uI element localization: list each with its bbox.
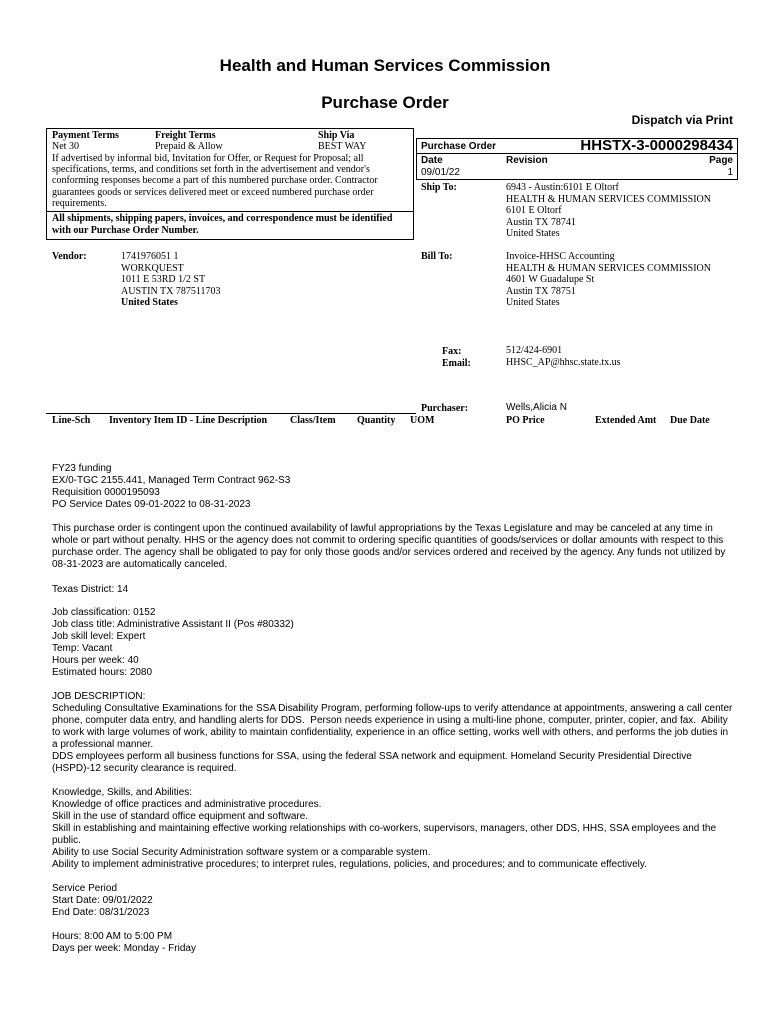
date-value: 09/01/22 (421, 167, 460, 178)
bill-to-address (506, 251, 711, 309)
bill-to-line: 4601 W Guadalupe St (506, 274, 595, 285)
col-extended-amt: Extended Amt (595, 415, 657, 426)
vendor-label: Vendor: (52, 251, 87, 262)
dispatch-method: Dispatch via Print (631, 113, 733, 127)
terms-notice: If advertised by informal bid, Invitation for Offer, or Request for Proposal; all specifications, terms, and conditions set forth in the advertisement and vendor's conforming responses become a part of this numbered purchase order. Contractor guarantees goods or services delivered meet or exceed numbered purchase order requirements. (52, 153, 378, 209)
bill-to-line: Invoice-HHSC Accounting (506, 251, 615, 262)
vendor-line: United States (121, 297, 178, 308)
po-label: Purchase Order (421, 141, 497, 152)
ship-to-label: Ship To: (421, 182, 457, 193)
job-info: Job classification: 0152 Job class title: Administrative Assistant II (Pos #80332) Job skill level: Expert Temp: Vacant Hours per week: 40 Estimated hours: 2080 (52, 607, 294, 678)
document-title: Purchase Order (321, 93, 449, 112)
bill-to-line: Austin TX 78751 (506, 285, 576, 297)
column-header-rule (46, 413, 416, 414)
knowledge-skills: Knowledge, Skills, and Abilities: Knowledge of office practices and administrative procedures. Skill in the use of standard office equipment and software. Skill in establishing and maintaining effective working relationships with co-workers, supervisors, managers, other DDS, HHS, SSA employees and the public. Ability to use Social Security Administration software system or a comparable system. Ability to implement administrative procedures; to interpret rules, regulations, policies, and procedures; and to communicate effectively. (52, 787, 717, 870)
po-number: HHSTX-3-0000298434 (580, 137, 733, 154)
ship-via-label: Ship Via (318, 130, 355, 141)
org-title: Health and Human Services Commission (219, 56, 551, 75)
email-label: Email: (442, 358, 471, 369)
ship-to-line: Austin TX 78741 (506, 216, 576, 228)
ship-to-line: HEALTH & HUMAN SERVICES COMMISSION (506, 193, 711, 205)
ship-via-value: BEST WAY (318, 141, 367, 152)
texas-district: Texas District: 14 (52, 584, 129, 595)
revision-label: Revision (506, 155, 548, 166)
ship-to-line: 6943 - Austin:6101 E Oltorf (506, 182, 619, 193)
col-quantity: Quantity (357, 415, 396, 426)
job-description: JOB DESCRIPTION: Scheduling Consultative Examinations for the SSA Disability Program, performing follow-ups to verify attendance at appointments, answering a call center phone, computer data entry, and handling alerts for DDS. Person needs experience in using a multi-line phone, computer, printer, copier, and fax. Ability to work with large volumes of work, ability to maintain confidentiality, experience in an office setting, works well with others, and performs the job duties in a professional manner. DDS employees perform all business functions for SSA, using the federal SSA network and equipment. Homeland Security Presidential Directive (HSPD)-12 security clearance is required. (52, 691, 733, 774)
vendor-line: WORKQUEST (121, 262, 184, 274)
shipments-notice: All shipments, shipping papers, invoices, and correspondence must be identified with our Purchase Order Number. (52, 213, 393, 236)
vendor-line: 1011 E 53RD 1/2 ST (121, 274, 206, 285)
ship-to-address (506, 182, 711, 240)
vendor-line: 1741976051 1 (121, 251, 179, 262)
freight-terms-value: Prepaid & Allow (155, 141, 223, 152)
purchaser-value: Wells,Alicia N (506, 402, 567, 413)
fax-label: Fax: (442, 346, 462, 357)
page-label: Page (709, 155, 733, 166)
bill-to-line: HEALTH & HUMAN SERVICES COMMISSION (506, 262, 711, 274)
funding-block: FY23 funding EX/0-TGC 2155.441, Managed Term Contract 962-S3 Requisition 0000195093 PO Service Dates 09-01-2022 to 08-31-2023 (52, 463, 291, 510)
terms-divider (46, 211, 414, 212)
bill-to-label: Bill To: (421, 251, 453, 262)
bill-to-line: United States (506, 297, 560, 308)
col-due-date: Due Date (670, 415, 710, 426)
ship-to-line: 6101 E Oltorf (506, 205, 562, 216)
email-value: HHSC_AP@hhsc.state.tx.us (506, 357, 621, 368)
col-line-sch: Line-Sch (52, 415, 91, 426)
service-period: Service Period Start Date: 09/01/2022 End Date: 08/31/2023 (52, 883, 153, 918)
date-label: Date (421, 155, 443, 166)
fax-value: 512/424-6901 (506, 345, 563, 356)
payment-terms-label: Payment Terms (52, 130, 119, 141)
vendor-line: AUSTIN TX 787511703 (121, 285, 221, 297)
work-hours: Hours: 8:00 AM to 5:00 PM Days per week: Monday - Friday (52, 931, 196, 954)
col-po-price: PO Price (506, 415, 545, 426)
purchaser-label: Purchaser: (421, 403, 469, 414)
vendor-address (121, 251, 220, 309)
col-item-description: Inventory Item ID - Line Description (109, 415, 268, 426)
page-value: 1 (727, 167, 733, 178)
col-uom: UOM (410, 415, 435, 426)
contingency-clause: This purchase order is contingent upon the continued availability of lawful appropriations by the Texas Legislature and may be canceled at any time in whole or part without penalty. HHS or the agency does not commit to ordering specific quantities of goods/services or dollar amounts with respect to this purchase order. The agency shall be obligated to pay for only those goods and/or services ordered and received by the agency. Any funds not utilized by 08-31-2023 are automatically canceled. (52, 523, 729, 570)
ship-to-line: United States (506, 228, 560, 239)
payment-terms-value: Net 30 (52, 141, 79, 152)
freight-terms-label: Freight Terms (155, 130, 216, 141)
col-class-item: Class/Item (290, 415, 336, 426)
